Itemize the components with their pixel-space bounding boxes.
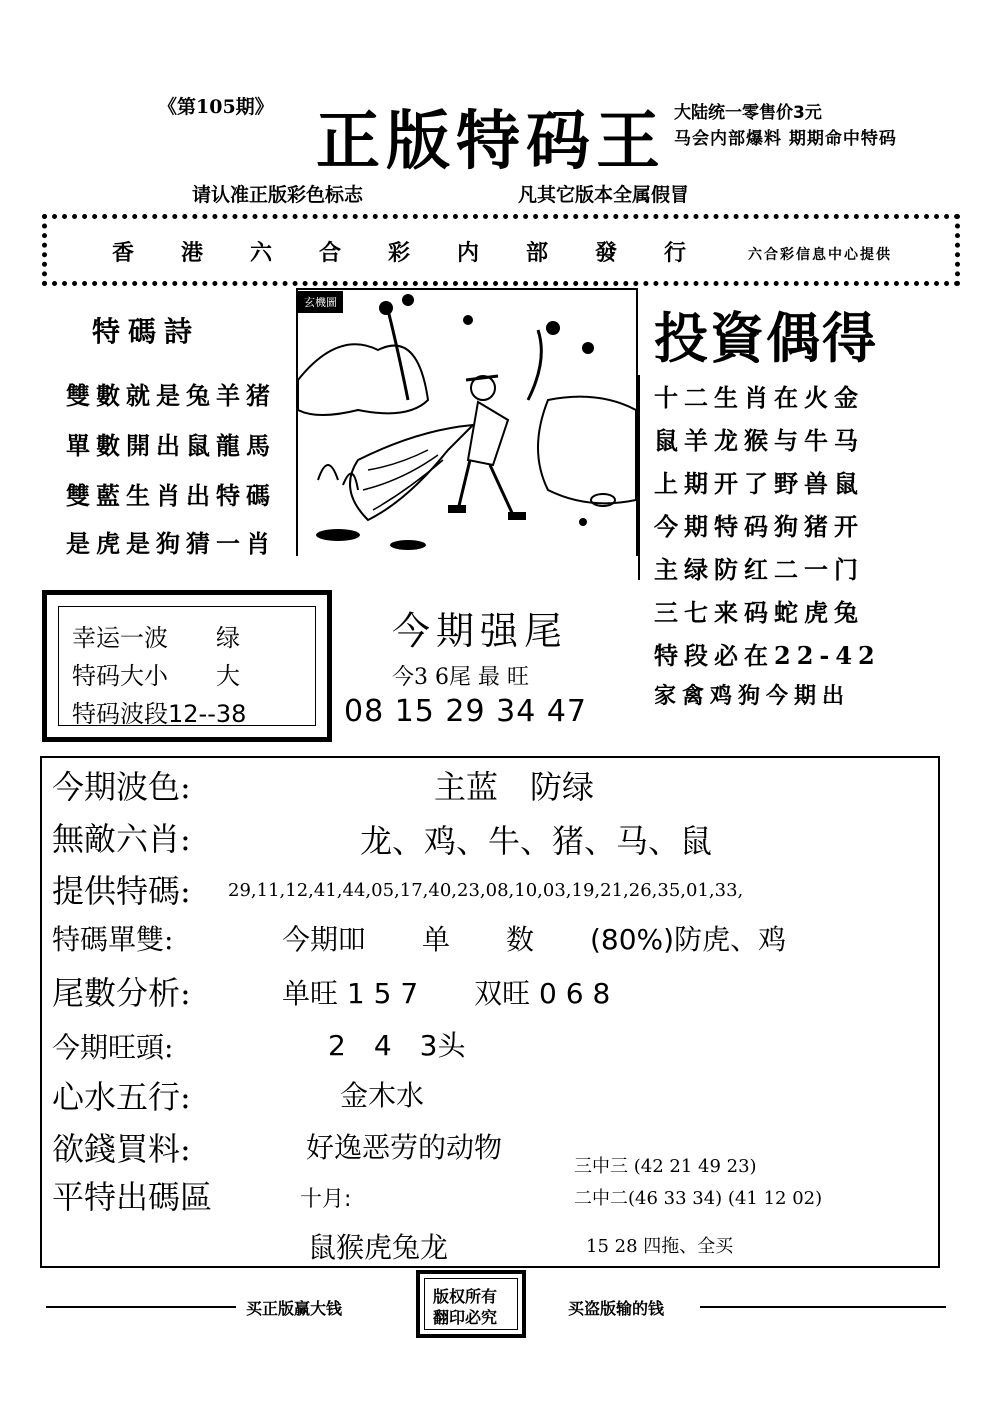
footer-right-slogan: 买盗版输的钱	[568, 1299, 665, 1318]
poem-line: 單數開出鼠龍馬	[66, 431, 276, 460]
divider	[638, 375, 640, 580]
invest-line: 今期特码狗猪开	[654, 512, 864, 541]
invest-title: 投資偶得	[654, 306, 878, 370]
invest-line: 三七来码蛇虎兔	[654, 598, 864, 627]
picture-tag: 玄機圖	[298, 291, 343, 313]
footer-rule-right	[700, 1306, 946, 1308]
invest-line: 特段必在22-42	[654, 641, 881, 670]
flat-value: 鼠猴虎兔龙	[308, 1231, 449, 1264]
invest-line: 十二生肖在火金	[654, 383, 864, 412]
fisherman-illustration	[298, 290, 636, 556]
poem-line: 雙藍生肖出特碼	[66, 481, 276, 510]
banner-provider: 六合彩信息中心提供	[748, 247, 892, 263]
lucky-size: 特码大小 大	[72, 662, 240, 690]
issue-number: 《第105期》	[158, 96, 274, 118]
money-value: 好逸恶劳的动物	[306, 1131, 503, 1164]
wuxing-label: 心水五行:	[52, 1078, 191, 1116]
three-in-three: 三中三 (42 21 49 23)	[574, 1156, 757, 1177]
footer-rule-left	[46, 1306, 236, 1308]
wave-value: 主蓝 防绿	[434, 768, 595, 806]
month-label: 十月:	[300, 1187, 352, 1212]
copyright-line1: 版权所有	[433, 1287, 498, 1306]
insider-notice: 马会内部爆料 期期命中特码	[674, 129, 897, 149]
price-notice: 大陆统一零售价3元	[674, 103, 822, 123]
six-label: 無敵六肖:	[52, 820, 191, 858]
copyright-line2: 翻印必究	[433, 1308, 498, 1327]
lucky-wave: 幸运一波 绿	[72, 624, 240, 652]
special-label: 提供特碼:	[52, 872, 191, 910]
recognize-notice: 请认准正版彩色标志	[192, 184, 364, 206]
money-label: 欲錢買料:	[52, 1130, 191, 1168]
drag-note: 15 28 四拖、全买	[586, 1236, 734, 1257]
banner-text: 香港六合彩内部發行	[112, 240, 734, 266]
head-label: 今期旺頭:	[52, 1031, 174, 1064]
invest-line: 上期开了野兽鼠	[654, 469, 864, 498]
invest-line: 鼠羊龙猴与牛马	[654, 426, 864, 455]
wave-label: 今期波色:	[52, 768, 191, 806]
invest-line: 主绿防红二一门	[654, 555, 864, 584]
strong-tail-numbers: 08 15 29 34 47	[344, 694, 588, 729]
oddeven-value: 今期吅 单 数 (80%)防虎、鸡	[282, 923, 787, 956]
tail-label: 尾數分析:	[52, 974, 191, 1012]
strong-tail-sub: 今3 6尾 最 旺	[392, 665, 529, 690]
poem-line: 是虎是狗猜一肖	[66, 529, 276, 558]
fake-notice: 凡其它版本全属假冒	[518, 184, 690, 206]
footer-left-slogan: 买正版赢大钱	[246, 1299, 343, 1318]
flat-label: 平特出碼區	[52, 1178, 213, 1216]
page-title: 正版特码王	[316, 104, 666, 179]
oddeven-label: 特碼單雙:	[52, 923, 174, 956]
poem-title: 特碼詩	[92, 315, 201, 348]
tail-value: 单旺 1 5 7 双旺 0 6 8	[282, 977, 611, 1010]
wuxing-value: 金木水	[340, 1079, 425, 1112]
invest-line: 家禽鸡狗今期出	[654, 683, 851, 709]
special-value: 29,11,12,41,44,05,17,40,23,08,10,03,19,21,26,35,01,33,	[228, 880, 744, 901]
lucky-range: 特码波段12--38	[72, 700, 247, 728]
mystery-picture	[296, 288, 638, 556]
strong-tail-title: 今期强尾	[392, 609, 569, 653]
head-value: 2 4 3头	[328, 1029, 466, 1062]
poem-line: 雙數就是兔羊猪	[66, 381, 276, 410]
six-value: 龙、鸡、牛、猪、马、鼠	[360, 822, 713, 860]
two-in-two: 二中二(46 33 34) (41 12 02)	[574, 1188, 823, 1209]
